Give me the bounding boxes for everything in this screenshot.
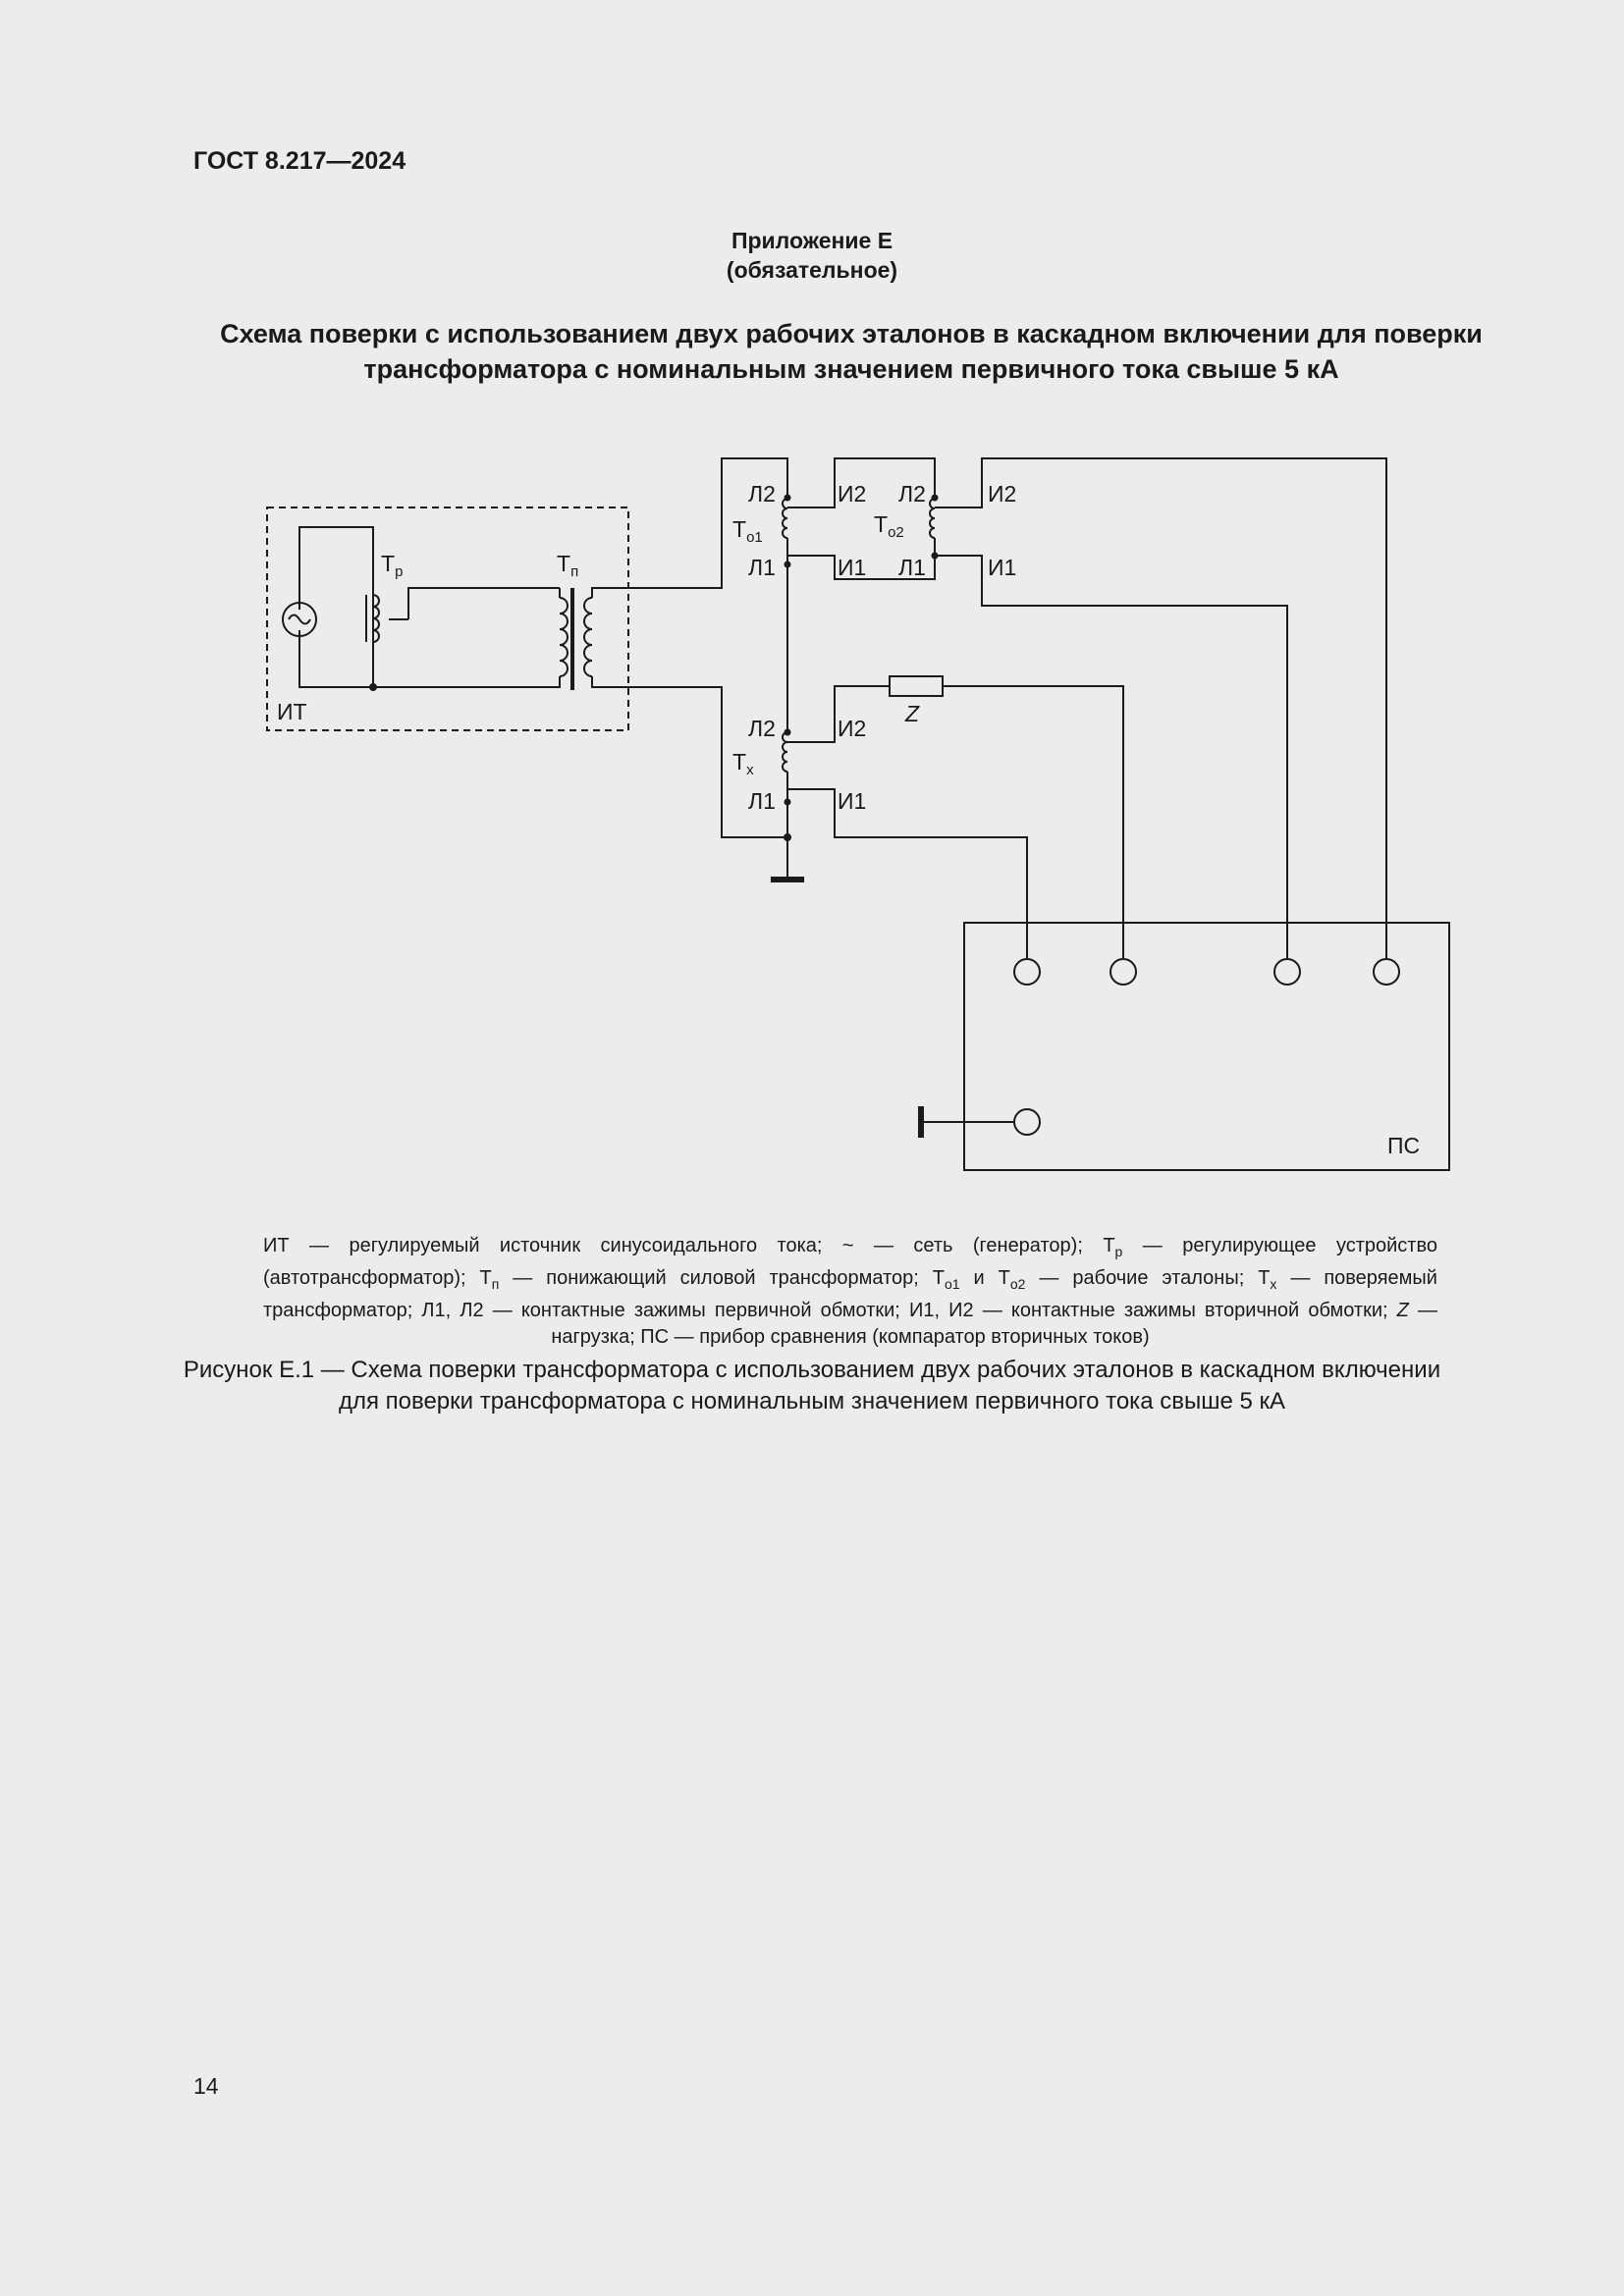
regulator-label: $Т_р$ (381, 551, 404, 580)
ref1-primary-end-label: Л2 (748, 481, 776, 507)
tested-secondary-start-label: И1 (838, 788, 867, 814)
comparator-terminal-3 (1274, 959, 1300, 985)
power-transformer-primary (560, 598, 568, 676)
appendix-status: (обязательное) (726, 257, 898, 283)
tested-primary-end-label: Л2 (748, 716, 776, 741)
figure-legend: ИТ — регулируемый источник синусоидального тока; ~ — сеть (генератор); $Т_р$ — регулирующее устройство (автотрансформатор); $Т_п$ — понижающий силовой трансформатор; $Т_{о1}$ и $Т_{о2}$ — рабочие эталоны; $Т_х$ — поверяемый трансформатор; Л1, Л2 — контактные зажимы первичной обмотки; И1, И2 — контактные зажимы вторичной обмотки; Z — нагрузка; ПС — прибор сравнения (компаратор вторичных токов) (263, 1235, 1438, 1348)
ref2-primary-start-label: Л1 (898, 555, 926, 580)
ref2-secondary-end-label: И2 (988, 481, 1017, 507)
comparator-terminal-4 (1374, 959, 1399, 985)
ref1-primary-start-label: Л1 (748, 555, 776, 580)
load-label: Z (905, 701, 920, 726)
power-transformer-label: $Т_п$ (557, 551, 579, 580)
ref1-coil (783, 499, 787, 538)
section-title: Схема поверки с использованием двух рабочих эталонов в каскадном включении для поверки трансформатора с номинальным значением первичного тока свыше 5 кА (220, 319, 1483, 384)
ref2-coil (930, 499, 935, 538)
comparator-terminal-1 (1014, 959, 1040, 985)
ref2-secondary-start-label: И1 (988, 555, 1017, 580)
load-resistor (890, 676, 943, 696)
page-number: 14 (193, 2073, 219, 2099)
ref1-secondary-end-label: И2 (838, 481, 867, 507)
tested-coil (783, 732, 787, 772)
appendix-title: Приложение Е (731, 228, 893, 253)
comparator-ground-terminal (1014, 1109, 1040, 1135)
comparator-label: ПС (1387, 1133, 1421, 1158)
figure-caption: Рисунок Е.1 — Схема поверки трансформатора с использованием двух рабочих эталонов в каскадном включении для поверки трансформатора с номинальным значением первичного тока свыше 5 кА (183, 1357, 1441, 1415)
tested-secondary-end-label: И2 (838, 716, 867, 741)
ref1-label: $Т_{о1}$ (732, 516, 763, 546)
ref1-secondary-start-label: И1 (838, 555, 867, 580)
source-label: ИТ (277, 699, 307, 724)
circuit-diagram (0, 432, 1624, 1207)
tested-primary-start-label: Л1 (748, 788, 776, 814)
document-code: ГОСТ 8.217—2024 (193, 147, 406, 175)
ref2-label: $Т_{о2}$ (874, 511, 904, 541)
ref2-primary-end-label: Л2 (898, 481, 926, 507)
comparator-box (964, 923, 1449, 1170)
power-transformer-secondary (584, 598, 592, 676)
comparator-terminal-2 (1110, 959, 1136, 985)
appendix-heading (0, 226, 1624, 285)
tested-label: $Т_х$ (732, 749, 754, 778)
